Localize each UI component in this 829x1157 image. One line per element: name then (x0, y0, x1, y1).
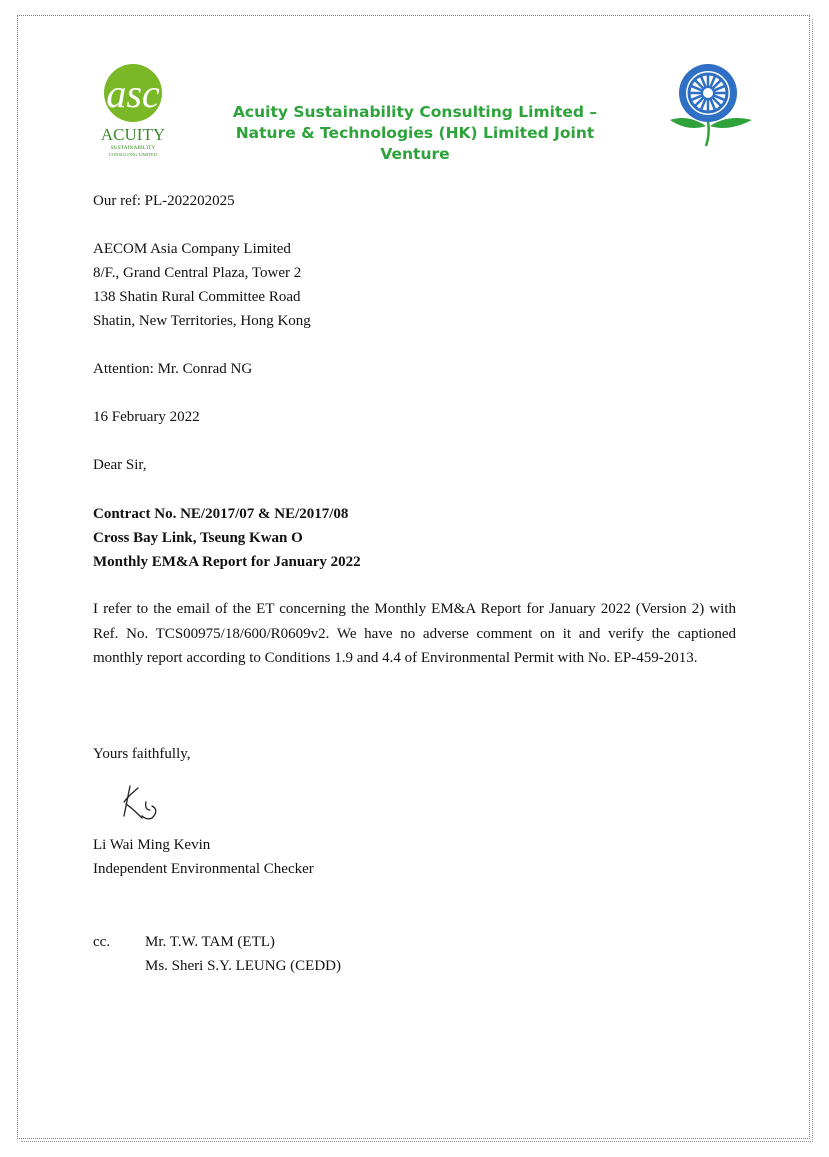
signer-title: Independent Environmental Checker (93, 861, 314, 877)
cc-label: cc. (93, 934, 111, 950)
our-reference: Our ref: PL-202202025 (93, 193, 235, 209)
header-title-line-1: Acuity Sustainability Consulting Limited – (232, 103, 598, 121)
salutation: Dear Sir, (93, 457, 147, 473)
cc-list (145, 930, 341, 978)
attention-line: Attention: Mr. Conrad NG (93, 361, 253, 377)
page-border (17, 15, 810, 1139)
cc-recipient: Mr. T.W. TAM (ETL) (145, 934, 275, 950)
header-title-line-2: Nature & Technologies (HK) Limited Joint Venture (235, 124, 595, 163)
recipient-line-4: Shatin, New Territories, Hong Kong (93, 313, 311, 329)
handwritten-signature (112, 780, 172, 825)
logo-subtitle-1: SUSTAINABILITY (110, 145, 156, 151)
logo-letters: asc (106, 71, 160, 116)
recipient-line-3: 138 Shatin Rural Committee Road (93, 289, 301, 305)
wheel-flower-logo (666, 62, 756, 152)
closing: Yours faithfully, (93, 746, 191, 762)
recipient-line-2: 8/F., Grand Central Plaza, Tower 2 (93, 265, 302, 281)
subject-line-2: Cross Bay Link, Tseung Kwan O (93, 530, 303, 546)
company-header-title (200, 102, 630, 165)
logo-subtitle-2: CONSULTING LIMITED (109, 152, 157, 157)
subject-line-3: Monthly EM&A Report for January 2022 (93, 554, 361, 570)
subject-line-1: Contract No. NE/2017/07 & NE/2017/08 (93, 506, 349, 522)
recipient-line-1: AECOM Asia Company Limited (93, 241, 291, 257)
body-paragraph: I refer to the email of the ET concerning the Monthly EM&A Report for January 2022 (Version 2) with Ref. No. TCS00975/18/600/R0609v2. We have no adverse comment on it and verify the captioned monthly report according to Conditions 1.9 and 4.4 of Environmental Permit with No. EP-459-2013. (93, 601, 736, 666)
logo-wordmark: ACUITY (100, 125, 166, 144)
acuity-sustainability-logo (93, 63, 173, 159)
letter-date: 16 February 2022 (93, 409, 200, 425)
cc-recipient: Ms. Sheri S.Y. LEUNG (CEDD) (145, 958, 341, 974)
signer-name: Li Wai Ming Kevin (93, 837, 211, 853)
